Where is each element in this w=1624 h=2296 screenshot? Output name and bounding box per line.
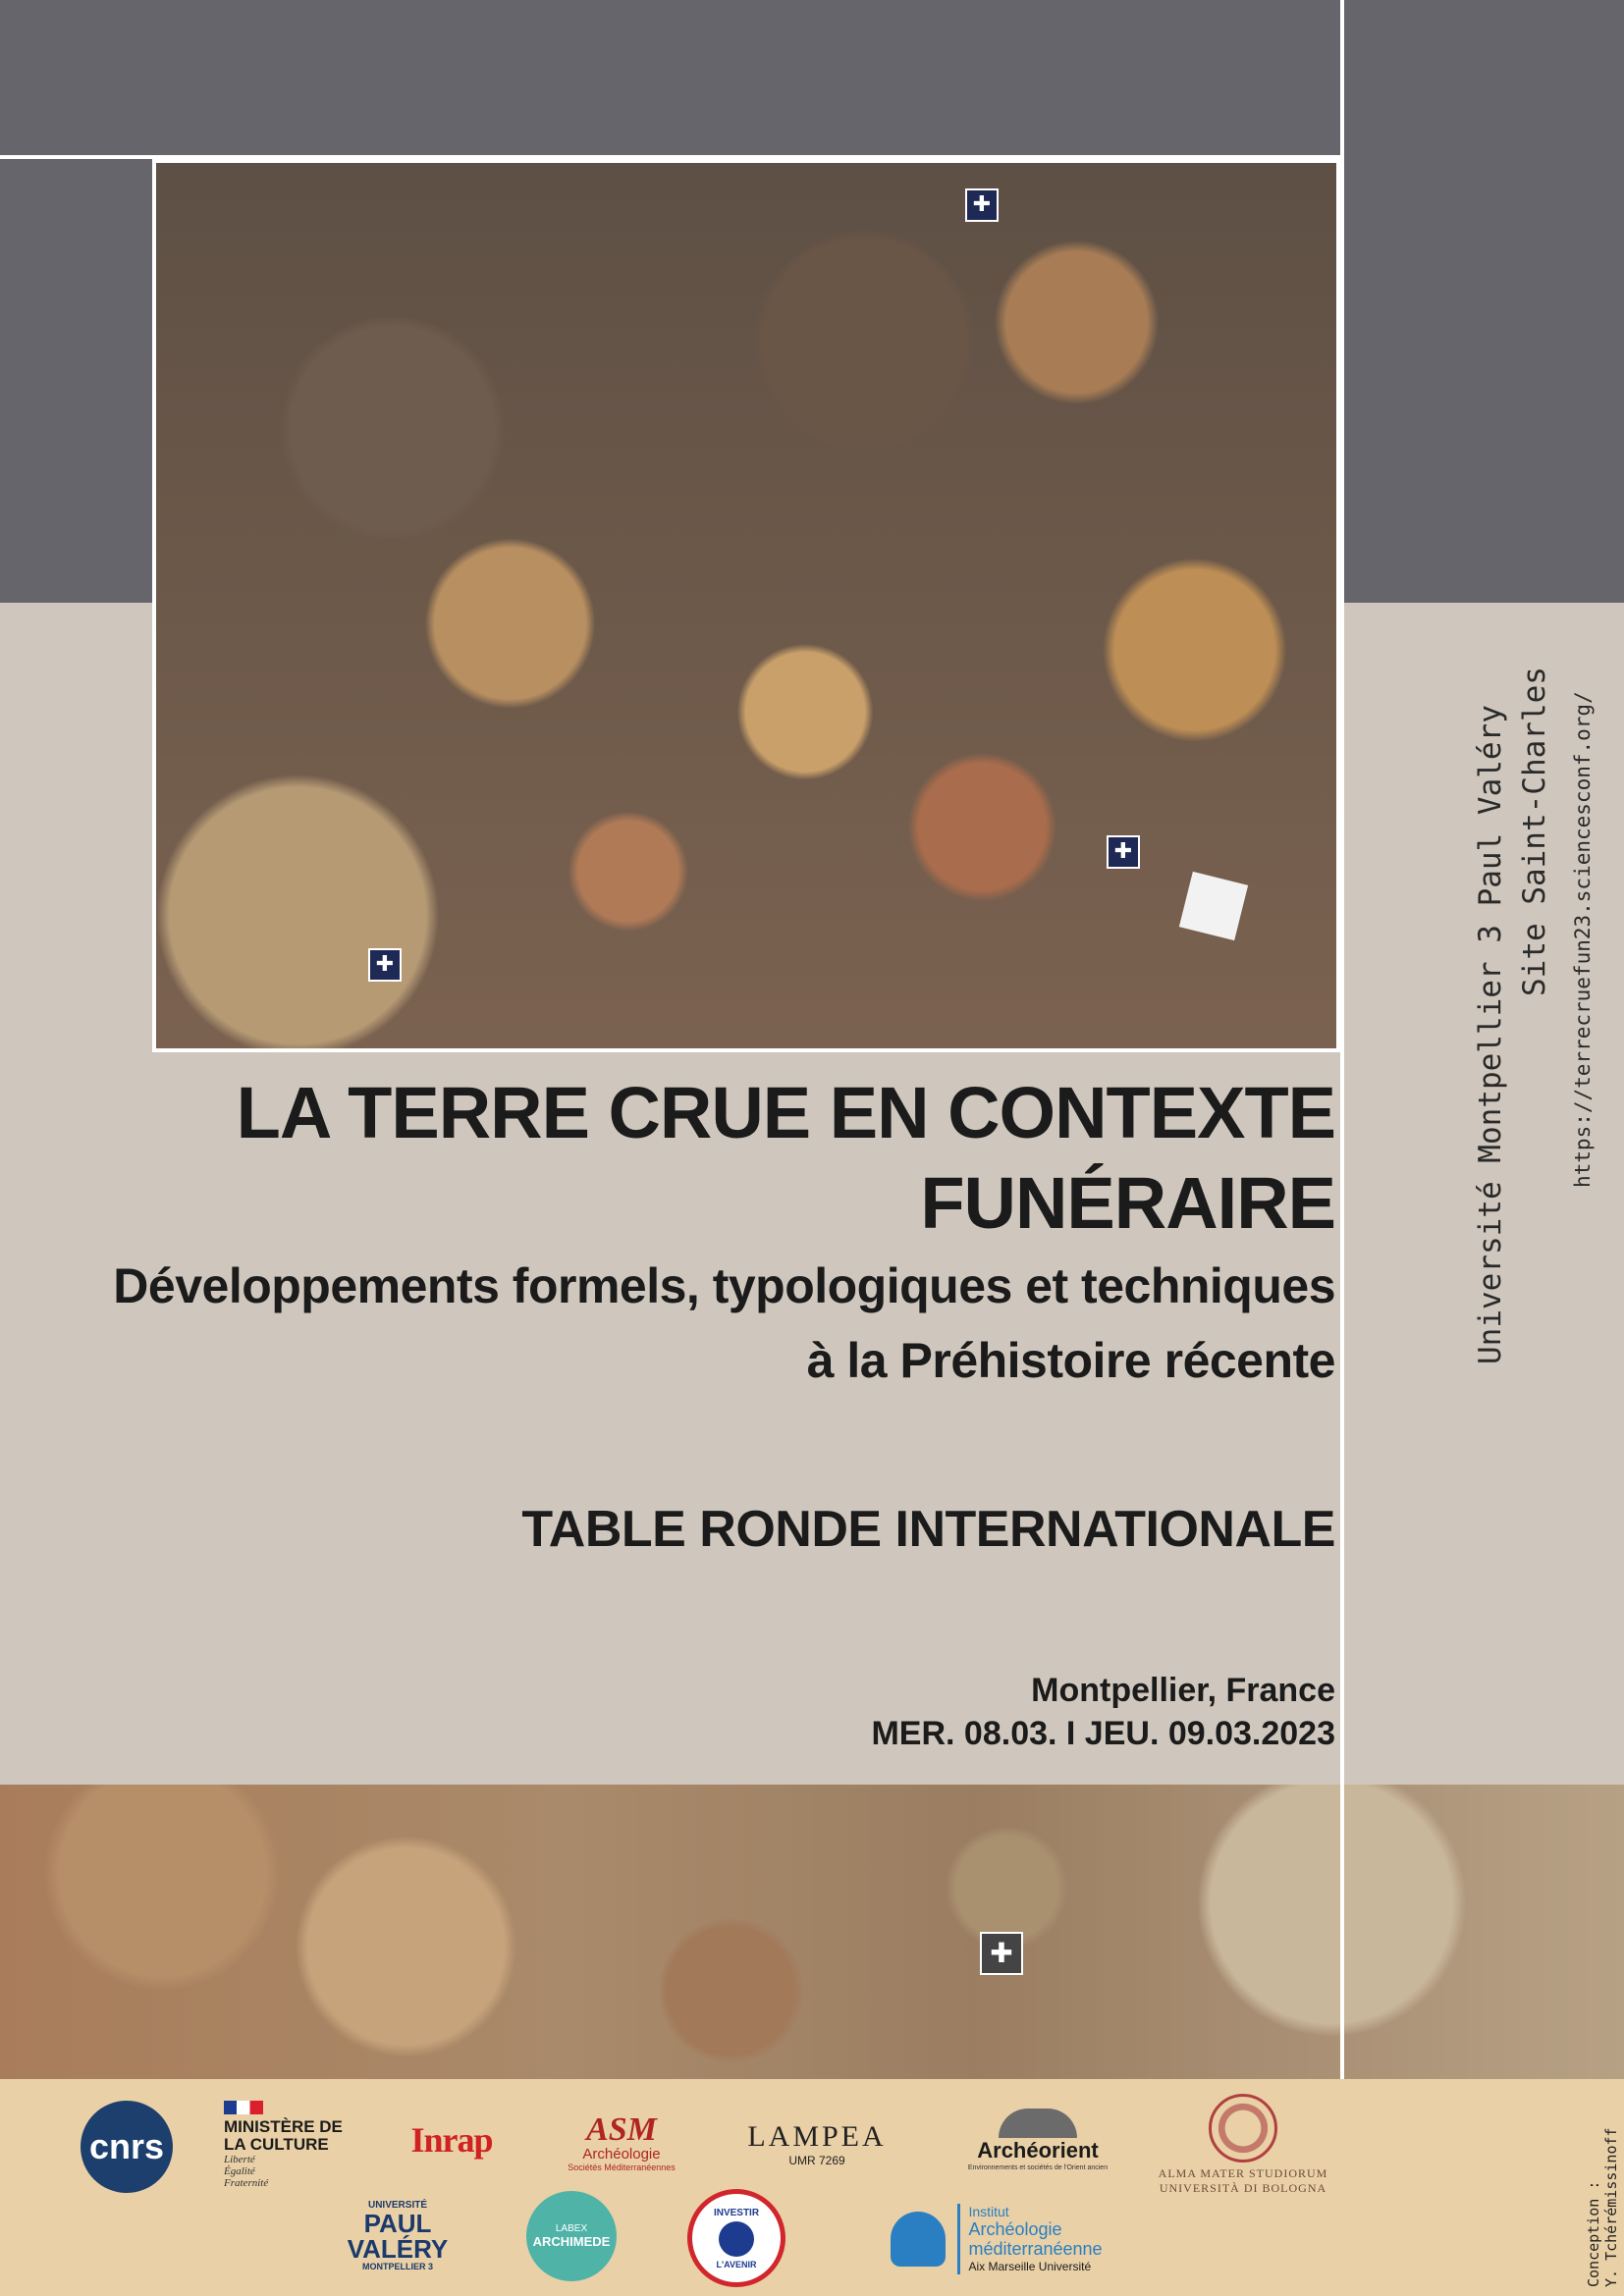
archimede-text-1: LABEX	[555, 2223, 588, 2234]
archeorient-dome-icon	[999, 2109, 1077, 2138]
lampea-sub: UMR 7269	[788, 2154, 845, 2167]
iam-text-1: Institut	[968, 2204, 1009, 2219]
archimede-text-2: ARCHIMEDE	[532, 2234, 611, 2249]
upv-text-1: UNIVERSITÉ	[367, 2200, 427, 2211]
iam-text-3: méditerranéenne	[968, 2239, 1103, 2259]
upv-text-3: MONTPELLIER 3	[361, 2262, 433, 2271]
event-place	[871, 1669, 1335, 1755]
marianne-icon	[719, 2221, 754, 2257]
asm-sub-1: Archéologie	[582, 2146, 661, 2163]
bologna-text-1: ALMA MATER STUDIORUM	[1158, 2166, 1328, 2180]
archeorient-logo	[964, 2101, 1111, 2179]
investir-logo	[687, 2189, 785, 2287]
inrap-logo	[398, 2110, 506, 2169]
investir-text-2: L'AVENIR	[716, 2259, 757, 2269]
scale-marker-icon: ✚	[368, 948, 402, 982]
event-location: Montpellier, France	[1031, 1672, 1335, 1709]
title-line-2: FUNÉRAIRE	[920, 1162, 1335, 1244]
divider-horizontal	[0, 155, 1343, 159]
asm-logo	[558, 2106, 685, 2180]
iam-text	[957, 2204, 1102, 2274]
excavation-strip-photo	[0, 1785, 1624, 2079]
inrap-label: Inrap	[410, 2120, 493, 2160]
iam-logo	[879, 2195, 1114, 2283]
scale-marker-icon: ✚	[1107, 835, 1140, 869]
venue-line-2: Site Saint-Charles	[1517, 667, 1552, 996]
title-block	[79, 1068, 1335, 1398]
venue-line-1: Université Montpellier 3 Paul Valéry	[1473, 705, 1508, 1364]
credit-line-1: Conception :	[1585, 2180, 1602, 2287]
subtitle-line-1: Développements formels, typologiques et techniques	[113, 1258, 1335, 1313]
upv-text-2: PAUL VALÉRY	[347, 2209, 449, 2264]
asm-sub-2: Sociétés Méditerranéennes	[568, 2163, 676, 2172]
title-line-1: LA TERRE CRUE EN CONTEXTE	[236, 1072, 1335, 1153]
subtitle-line-2: à la Préhistoire récente	[806, 1333, 1335, 1388]
label-card	[1179, 872, 1248, 940]
asm-label: ASM	[586, 2111, 657, 2148]
event-dates: MER. 08.03. I JEU. 09.03.2023	[871, 1715, 1335, 1752]
bologna-seal-icon	[1209, 2094, 1277, 2163]
scale-marker-icon: ✚	[965, 188, 999, 222]
helmet-icon	[891, 2212, 946, 2267]
ministere-motto: Liberté Égalité Fraternité	[224, 2154, 269, 2189]
excavation-photo	[152, 159, 1340, 1052]
venue-url[interactable]: https://terrecruefun23.sciencesconf.org/	[1571, 691, 1595, 1188]
divider-strip	[1340, 1785, 1344, 2079]
bologna-logo	[1155, 2091, 1331, 2199]
iam-text-4: Aix Marseille Université	[968, 2260, 1092, 2273]
credit-text	[1585, 2127, 1620, 2287]
scale-marker-icon: ✚	[980, 1932, 1023, 1975]
bologna-text-2: UNIVERSITÀ DI BOLOGNA	[1159, 2181, 1327, 2195]
credit-line-2: Y. Tchérémissinoff	[1602, 2127, 1620, 2287]
iam-text-2: Archéologie	[968, 2219, 1062, 2239]
archimede-logo	[526, 2191, 617, 2281]
investir-text-1: INVESTIR	[713, 2207, 760, 2218]
event-type: TABLE RONDE INTERNATIONALE	[521, 1501, 1335, 1558]
ministere-logo	[224, 2101, 361, 2189]
ministere-label: MINISTÈRE DE LA CULTURE	[224, 2117, 343, 2154]
lampea-label: LAMPEA	[747, 2120, 887, 2153]
cnrs-logo: cnrs	[81, 2101, 173, 2193]
upv-logo	[334, 2189, 461, 2282]
archeorient-sub: Environnements et sociétés de l'Orient ancien	[967, 2163, 1109, 2171]
archeorient-label: Archéorient	[977, 2137, 1099, 2163]
ministere-flag-icon	[224, 2101, 263, 2114]
lampea-logo	[748, 2109, 886, 2179]
